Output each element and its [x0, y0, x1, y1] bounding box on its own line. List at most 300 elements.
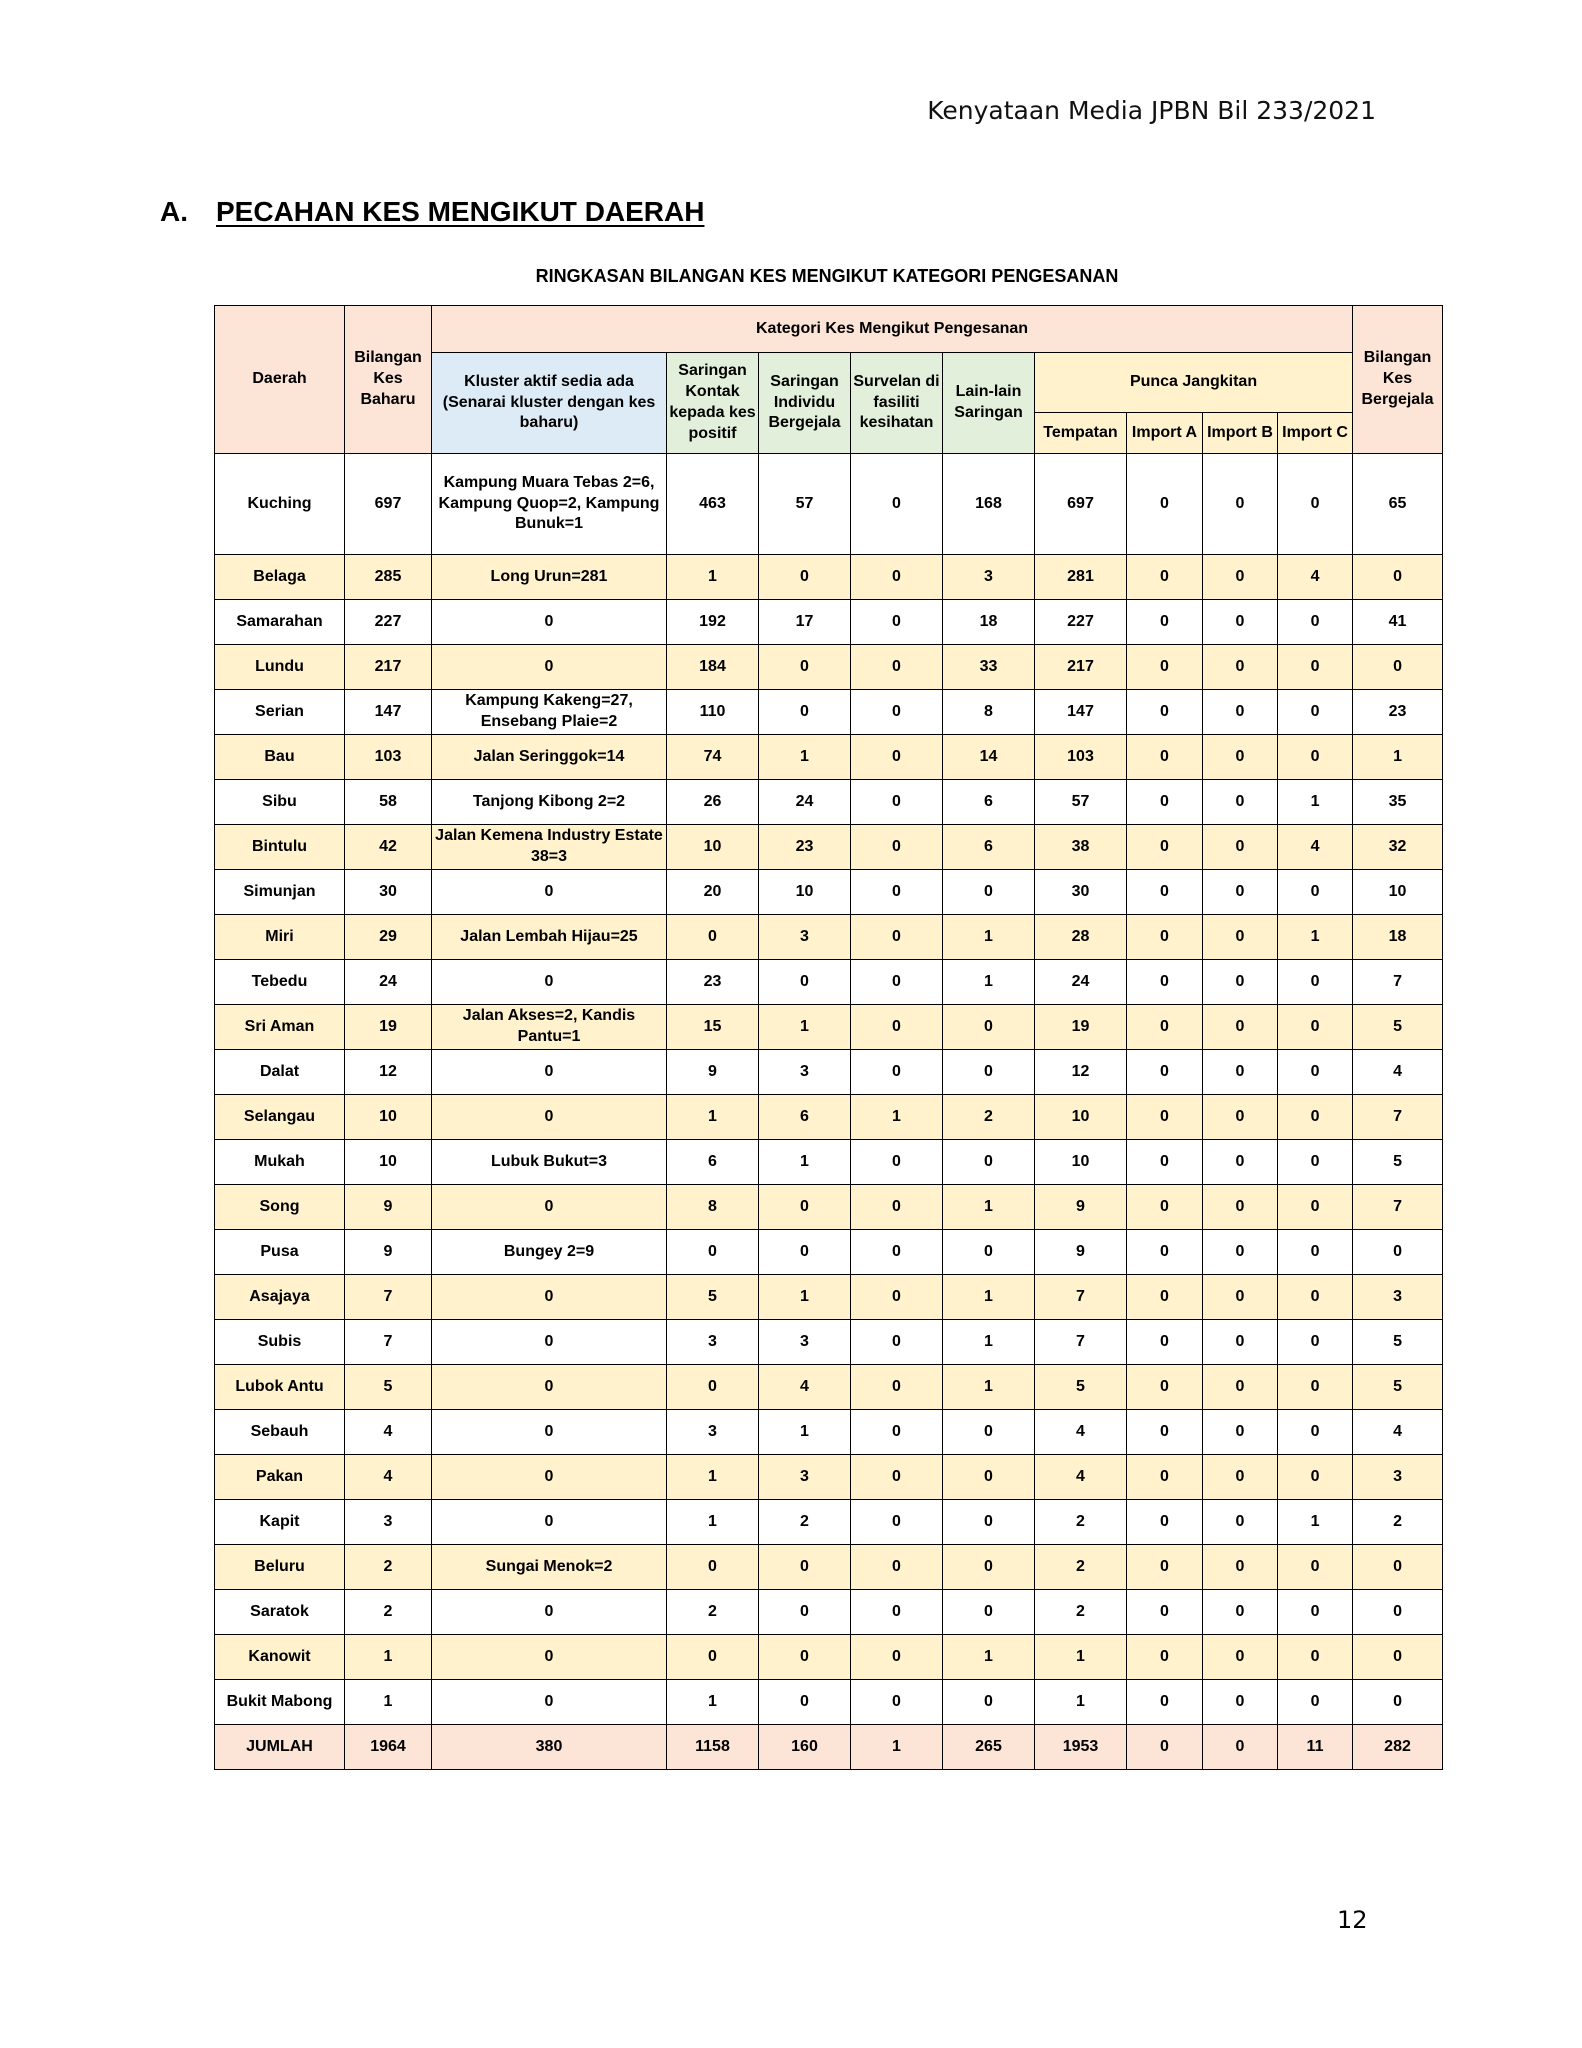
cell-survelan: 0	[851, 600, 943, 645]
cell-tempatan: 4	[1035, 1455, 1127, 1500]
cell-tempatan: 103	[1035, 735, 1127, 780]
cell-import-b: 0	[1203, 1140, 1278, 1185]
cell-import-b: 0	[1203, 1185, 1278, 1230]
table-row	[215, 1455, 1443, 1500]
cell-survelan: 0	[851, 1050, 943, 1095]
header-bilangan-kes-baharu: Bilangan Kes Baharu	[345, 306, 432, 454]
cell-kluster: 0	[432, 1410, 667, 1455]
cell-lain: 33	[943, 645, 1035, 690]
cell-baharu: 4	[345, 1410, 432, 1455]
cell-kluster: Sungai Menok=2	[432, 1545, 667, 1590]
cell-individu: 0	[759, 1230, 851, 1275]
cell-bergejala: 5	[1353, 1140, 1443, 1185]
cell-import-a: 0	[1127, 1500, 1203, 1545]
table-total-row	[215, 1725, 1443, 1770]
cell-bergejala: 0	[1353, 1545, 1443, 1590]
cell-survelan: 0	[851, 1365, 943, 1410]
cell-lain: 0	[943, 1500, 1035, 1545]
cell-tempatan: 30	[1035, 870, 1127, 915]
cell-import-b: 0	[1203, 1320, 1278, 1365]
cell-bergejala: 7	[1353, 960, 1443, 1005]
header-bilangan-kes-bergejala: Bilangan Kes Bergejala	[1353, 306, 1443, 454]
cell-kontak: 1	[667, 1680, 759, 1725]
cell-import-c: 0	[1278, 1140, 1353, 1185]
cell-lain: 0	[943, 1230, 1035, 1275]
cell-import-c: 0	[1278, 1590, 1353, 1635]
table-row	[215, 555, 1443, 600]
cell-import-b: 0	[1203, 1095, 1278, 1140]
cell-import-a: 0	[1127, 1185, 1203, 1230]
cell-baharu: 10	[345, 1095, 432, 1140]
table-row	[215, 1590, 1443, 1635]
cell-import-c: 0	[1278, 1365, 1353, 1410]
cell-individu: 0	[759, 1635, 851, 1680]
table-row	[215, 780, 1443, 825]
cell-kontak: 0	[667, 1365, 759, 1410]
cell-kluster: 0	[432, 1680, 667, 1725]
cell-import-c: 0	[1278, 1545, 1353, 1590]
cell-kontak: 0	[667, 915, 759, 960]
cell-kluster: Jalan Seringgok=14	[432, 735, 667, 780]
cell-lain: 3	[943, 555, 1035, 600]
cell-individu: 0	[759, 1545, 851, 1590]
cell-bergejala: 65	[1353, 454, 1443, 555]
cell-kluster: 0	[432, 1500, 667, 1545]
cell-bergejala: 5	[1353, 1005, 1443, 1050]
cell-daerah: Asajaya	[215, 1275, 345, 1320]
table-row	[215, 1095, 1443, 1140]
cell-import-c: 0	[1278, 1050, 1353, 1095]
cell-kluster: 0	[432, 1455, 667, 1500]
cell-tempatan: 38	[1035, 825, 1127, 870]
cell-kontak: 0	[667, 1635, 759, 1680]
cell-kluster: Lubuk Bukut=3	[432, 1140, 667, 1185]
header-kluster: Kluster aktif sedia ada (Senarai kluster dengan kes baharu)	[432, 353, 667, 454]
cell-import-b: 0	[1203, 825, 1278, 870]
cell-survelan: 0	[851, 1455, 943, 1500]
table-row	[215, 735, 1443, 780]
cell-baharu: 19	[345, 1005, 432, 1050]
cell-individu: 4	[759, 1365, 851, 1410]
cell-import-c: 0	[1278, 1320, 1353, 1365]
cell-import-c: 0	[1278, 1230, 1353, 1275]
cell-kluster: Kampung Muara Tebas 2=6, Kampung Quop=2, Kampung Bunuk=1	[432, 454, 667, 555]
cell-tempatan: 7	[1035, 1275, 1127, 1320]
cell-import-b: 0	[1203, 960, 1278, 1005]
cell-daerah: Mukah	[215, 1140, 345, 1185]
cell-survelan: 0	[851, 915, 943, 960]
cell-individu: 17	[759, 600, 851, 645]
cell-individu: 3	[759, 1320, 851, 1365]
cell-import-a: 0	[1127, 1365, 1203, 1410]
cell-import-c: 0	[1278, 1275, 1353, 1320]
header-survelan: Survelan di fasiliti kesihatan	[851, 353, 943, 454]
cell-kluster: 0	[432, 1590, 667, 1635]
cell-kontak: 463	[667, 454, 759, 555]
cell-import-a: 0	[1127, 780, 1203, 825]
cell-bergejala: 41	[1353, 600, 1443, 645]
cell-import-c: 0	[1278, 690, 1353, 735]
cell-import-a: 0	[1127, 1230, 1203, 1275]
cell-bergejala: 2	[1353, 1500, 1443, 1545]
cell-baharu: 2	[345, 1545, 432, 1590]
cell-import-c: 1	[1278, 915, 1353, 960]
cell-import-a: 0	[1127, 645, 1203, 690]
cell-import-c: 0	[1278, 1005, 1353, 1050]
cell-import-a: 0	[1127, 1050, 1203, 1095]
section-title: PECAHAN KES MENGIKUT DAERAH	[216, 196, 705, 227]
cell-import-c: 1	[1278, 780, 1353, 825]
cell-survelan: 1	[851, 1725, 943, 1770]
cell-import-a: 0	[1127, 1320, 1203, 1365]
cell-import-b: 0	[1203, 1590, 1278, 1635]
cell-bergejala: 35	[1353, 780, 1443, 825]
cell-individu: 1	[759, 1005, 851, 1050]
cell-daerah: Tebedu	[215, 960, 345, 1005]
cell-baharu: 42	[345, 825, 432, 870]
cell-daerah: Miri	[215, 915, 345, 960]
cell-import-a: 0	[1127, 825, 1203, 870]
cell-import-c: 0	[1278, 1185, 1353, 1230]
cell-lain: 8	[943, 690, 1035, 735]
cell-baharu: 9	[345, 1185, 432, 1230]
cell-individu: 3	[759, 1455, 851, 1500]
cell-import-b: 0	[1203, 1050, 1278, 1095]
cell-bergejala: 4	[1353, 1410, 1443, 1455]
cell-import-a: 0	[1127, 555, 1203, 600]
cell-individu: 2	[759, 1500, 851, 1545]
cell-tempatan: 19	[1035, 1005, 1127, 1050]
cell-tempatan: 281	[1035, 555, 1127, 600]
cell-individu: 0	[759, 1680, 851, 1725]
cell-kluster: Jalan Lembah Hijau=25	[432, 915, 667, 960]
cell-individu: 23	[759, 825, 851, 870]
header-lain-lain: Lain-lain Saringan	[943, 353, 1035, 454]
cell-daerah: Kapit	[215, 1500, 345, 1545]
cell-tempatan: 10	[1035, 1095, 1127, 1140]
cell-import-c: 4	[1278, 825, 1353, 870]
cell-baharu: 1	[345, 1680, 432, 1725]
cell-import-b: 0	[1203, 870, 1278, 915]
table-title: RINGKASAN BILANGAN KES MENGIKUT KATEGORI PENGESANAN	[535, 266, 1119, 286]
cell-baharu: 4	[345, 1455, 432, 1500]
cell-import-a: 0	[1127, 600, 1203, 645]
cell-import-a: 0	[1127, 1005, 1203, 1050]
cell-survelan: 0	[851, 1635, 943, 1680]
cell-lain: 1	[943, 1320, 1035, 1365]
cell-lain: 0	[943, 870, 1035, 915]
cell-tempatan: 9	[1035, 1230, 1127, 1275]
cell-import-b: 0	[1203, 1635, 1278, 1680]
cell-kontak: 9	[667, 1050, 759, 1095]
cell-survelan: 0	[851, 645, 943, 690]
cell-import-c: 0	[1278, 735, 1353, 780]
cell-lain: 18	[943, 600, 1035, 645]
cell-survelan: 0	[851, 1545, 943, 1590]
cell-survelan: 0	[851, 1680, 943, 1725]
cell-kluster: 0	[432, 1320, 667, 1365]
cell-import-a: 0	[1127, 915, 1203, 960]
cell-lain: 0	[943, 1680, 1035, 1725]
cell-kontak: 6	[667, 1140, 759, 1185]
cell-import-b: 0	[1203, 645, 1278, 690]
cell-lain: 0	[943, 1005, 1035, 1050]
cell-kontak: 10	[667, 825, 759, 870]
cell-tempatan: 10	[1035, 1140, 1127, 1185]
table-row	[215, 1185, 1443, 1230]
cell-import-c: 0	[1278, 645, 1353, 690]
cell-survelan: 0	[851, 825, 943, 870]
cell-kontak: 1	[667, 1455, 759, 1500]
table-row	[215, 1410, 1443, 1455]
cell-tempatan: 9	[1035, 1185, 1127, 1230]
cell-individu: 0	[759, 555, 851, 600]
header-daerah: Daerah	[215, 306, 345, 454]
cell-bergejala: 5	[1353, 1365, 1443, 1410]
cell-import-c: 0	[1278, 1680, 1353, 1725]
cell-import-c: 0	[1278, 1455, 1353, 1500]
cell-import-c: 0	[1278, 1410, 1353, 1455]
cell-baharu: 1	[345, 1635, 432, 1680]
cell-lain: 2	[943, 1095, 1035, 1140]
cell-survelan: 0	[851, 1185, 943, 1230]
cell-import-b: 0	[1203, 1500, 1278, 1545]
table-row	[215, 600, 1443, 645]
cell-bergejala: 32	[1353, 825, 1443, 870]
cell-tempatan: 28	[1035, 915, 1127, 960]
cell-baharu: 697	[345, 454, 432, 555]
cell-tempatan: 57	[1035, 780, 1127, 825]
cell-baharu: 285	[345, 555, 432, 600]
cell-import-b: 0	[1203, 454, 1278, 555]
cell-baharu: 3	[345, 1500, 432, 1545]
cell-kluster: Kampung Kakeng=27, Ensebang Plaie=2	[432, 690, 667, 735]
cell-survelan: 0	[851, 1140, 943, 1185]
cell-import-b: 0	[1203, 1365, 1278, 1410]
cell-kluster: 0	[432, 645, 667, 690]
cell-lain: 0	[943, 1455, 1035, 1500]
cell-import-c: 0	[1278, 870, 1353, 915]
cell-lain: 0	[943, 1050, 1035, 1095]
cell-daerah: Dalat	[215, 1050, 345, 1095]
cell-kluster: 0	[432, 1095, 667, 1140]
cell-kluster: 0	[432, 960, 667, 1005]
cell-survelan: 0	[851, 870, 943, 915]
cell-individu: 0	[759, 645, 851, 690]
cell-tempatan: 2	[1035, 1545, 1127, 1590]
cell-baharu: 12	[345, 1050, 432, 1095]
document-reference: Kenyataan Media JPBN Bil 233/2021	[927, 96, 1376, 125]
cell-import-b: 0	[1203, 735, 1278, 780]
cell-individu: 1	[759, 735, 851, 780]
cell-bergejala: 5	[1353, 1320, 1443, 1365]
section-heading	[160, 196, 704, 228]
cell-daerah: Samarahan	[215, 600, 345, 645]
cell-bergejala: 0	[1353, 555, 1443, 600]
table-row	[215, 1680, 1443, 1725]
cell-daerah: Selangau	[215, 1095, 345, 1140]
cell-tempatan: 147	[1035, 690, 1127, 735]
cell-tempatan: 227	[1035, 600, 1127, 645]
cell-tempatan: 697	[1035, 454, 1127, 555]
table-row	[215, 1050, 1443, 1095]
cell-survelan: 0	[851, 780, 943, 825]
header-saringan-individu: Saringan Individu Bergejala	[759, 353, 851, 454]
cell-tempatan: 1	[1035, 1680, 1127, 1725]
cell-import-a: 0	[1127, 960, 1203, 1005]
cell-baharu: 24	[345, 960, 432, 1005]
cell-survelan: 0	[851, 1230, 943, 1275]
cell-bergejala: 4	[1353, 1050, 1443, 1095]
cell-kontak: 74	[667, 735, 759, 780]
cell-individu: 1	[759, 1275, 851, 1320]
cell-daerah: Sri Aman	[215, 1005, 345, 1050]
cell-bergejala: 3	[1353, 1455, 1443, 1500]
cell-import-b: 0	[1203, 915, 1278, 960]
header-saringan-kontak: Saringan Kontak kepada kes positif	[667, 353, 759, 454]
cell-individu: 1	[759, 1140, 851, 1185]
cell-daerah: Song	[215, 1185, 345, 1230]
table-row	[215, 690, 1443, 735]
cell-baharu: 10	[345, 1140, 432, 1185]
cell-kontak: 0	[667, 1545, 759, 1590]
cell-import-c: 0	[1278, 454, 1353, 555]
cell-daerah: Bukit Mabong	[215, 1680, 345, 1725]
cell-tempatan: 2	[1035, 1500, 1127, 1545]
cell-lain: 1	[943, 1635, 1035, 1680]
cell-kluster: 0	[432, 870, 667, 915]
cell-import-a: 0	[1127, 454, 1203, 555]
cell-baharu: 29	[345, 915, 432, 960]
cell-bergejala: 0	[1353, 1590, 1443, 1635]
cell-kontak: 23	[667, 960, 759, 1005]
cell-daerah: Lundu	[215, 645, 345, 690]
cell-daerah: JUMLAH	[215, 1725, 345, 1770]
cell-kontak: 5	[667, 1275, 759, 1320]
cell-daerah: Serian	[215, 690, 345, 735]
cell-daerah: Pakan	[215, 1455, 345, 1500]
cell-bergejala: 0	[1353, 1635, 1443, 1680]
cell-survelan: 0	[851, 960, 943, 1005]
cell-daerah: Bau	[215, 735, 345, 780]
cell-kontak: 1	[667, 555, 759, 600]
cell-kluster: Long Urun=281	[432, 555, 667, 600]
header-punca-jangkitan: Punca Jangkitan	[1035, 353, 1353, 413]
cell-import-a: 0	[1127, 735, 1203, 780]
cell-individu: 3	[759, 915, 851, 960]
table-body	[215, 454, 1443, 1770]
cell-import-b: 0	[1203, 1545, 1278, 1590]
cell-daerah: Saratok	[215, 1590, 345, 1635]
cell-lain: 168	[943, 454, 1035, 555]
cell-import-a: 0	[1127, 1725, 1203, 1770]
cell-baharu: 2	[345, 1590, 432, 1635]
cell-lain: 265	[943, 1725, 1035, 1770]
cases-by-district-table	[214, 305, 1443, 1770]
table-row	[215, 454, 1443, 555]
table-row	[215, 1230, 1443, 1275]
cell-daerah: Bintulu	[215, 825, 345, 870]
cell-import-a: 0	[1127, 1140, 1203, 1185]
cell-tempatan: 2	[1035, 1590, 1127, 1635]
cell-import-a: 0	[1127, 1680, 1203, 1725]
table-row	[215, 1635, 1443, 1680]
cell-lain: 1	[943, 915, 1035, 960]
cell-daerah: Pusa	[215, 1230, 345, 1275]
cell-kontak: 0	[667, 1230, 759, 1275]
cell-kluster: 0	[432, 600, 667, 645]
cell-baharu: 217	[345, 645, 432, 690]
cell-kontak: 3	[667, 1410, 759, 1455]
cell-tempatan: 12	[1035, 1050, 1127, 1095]
cell-import-c: 0	[1278, 600, 1353, 645]
cell-import-b: 0	[1203, 1455, 1278, 1500]
cell-daerah: Kuching	[215, 454, 345, 555]
cell-import-b: 0	[1203, 1725, 1278, 1770]
cell-bergejala: 23	[1353, 690, 1443, 735]
cell-kluster: 0	[432, 1185, 667, 1230]
cell-survelan: 0	[851, 1500, 943, 1545]
cell-import-a: 0	[1127, 1455, 1203, 1500]
cell-daerah: Kanowit	[215, 1635, 345, 1680]
cell-import-b: 0	[1203, 780, 1278, 825]
cell-import-a: 0	[1127, 870, 1203, 915]
cell-import-b: 0	[1203, 1005, 1278, 1050]
cell-kluster: 0	[432, 1635, 667, 1680]
cell-individu: 0	[759, 960, 851, 1005]
cell-import-c: 0	[1278, 1635, 1353, 1680]
cell-bergejala: 7	[1353, 1095, 1443, 1140]
table-row	[215, 1320, 1443, 1365]
cell-lain: 14	[943, 735, 1035, 780]
cell-import-c: 4	[1278, 555, 1353, 600]
cell-kluster: 380	[432, 1725, 667, 1770]
cell-survelan: 0	[851, 1275, 943, 1320]
cell-kontak: 20	[667, 870, 759, 915]
cell-individu: 1	[759, 1410, 851, 1455]
cell-daerah: Belaga	[215, 555, 345, 600]
cell-kluster: Tanjong Kibong 2=2	[432, 780, 667, 825]
cell-lain: 0	[943, 1590, 1035, 1635]
cell-import-b: 0	[1203, 600, 1278, 645]
cell-survelan: 0	[851, 735, 943, 780]
cell-import-c: 1	[1278, 1500, 1353, 1545]
cell-import-c: 11	[1278, 1725, 1353, 1770]
cell-import-b: 0	[1203, 690, 1278, 735]
cell-baharu: 5	[345, 1365, 432, 1410]
cell-bergejala: 1	[1353, 735, 1443, 780]
cell-bergejala: 0	[1353, 645, 1443, 690]
cell-kontak: 26	[667, 780, 759, 825]
cell-kontak: 184	[667, 645, 759, 690]
cell-baharu: 1964	[345, 1725, 432, 1770]
cell-bergejala: 0	[1353, 1680, 1443, 1725]
cell-baharu: 30	[345, 870, 432, 915]
cell-survelan: 0	[851, 1410, 943, 1455]
cell-import-a: 0	[1127, 1275, 1203, 1320]
cell-lain: 1	[943, 1275, 1035, 1320]
cell-tempatan: 217	[1035, 645, 1127, 690]
table-row	[215, 1275, 1443, 1320]
cell-individu: 0	[759, 1185, 851, 1230]
header-import-c: Import C	[1278, 413, 1353, 454]
table-row	[215, 870, 1443, 915]
cell-import-a: 0	[1127, 1545, 1203, 1590]
cell-kontak: 3	[667, 1320, 759, 1365]
cell-daerah: Sibu	[215, 780, 345, 825]
cell-import-a: 0	[1127, 1410, 1203, 1455]
cell-individu: 0	[759, 690, 851, 735]
